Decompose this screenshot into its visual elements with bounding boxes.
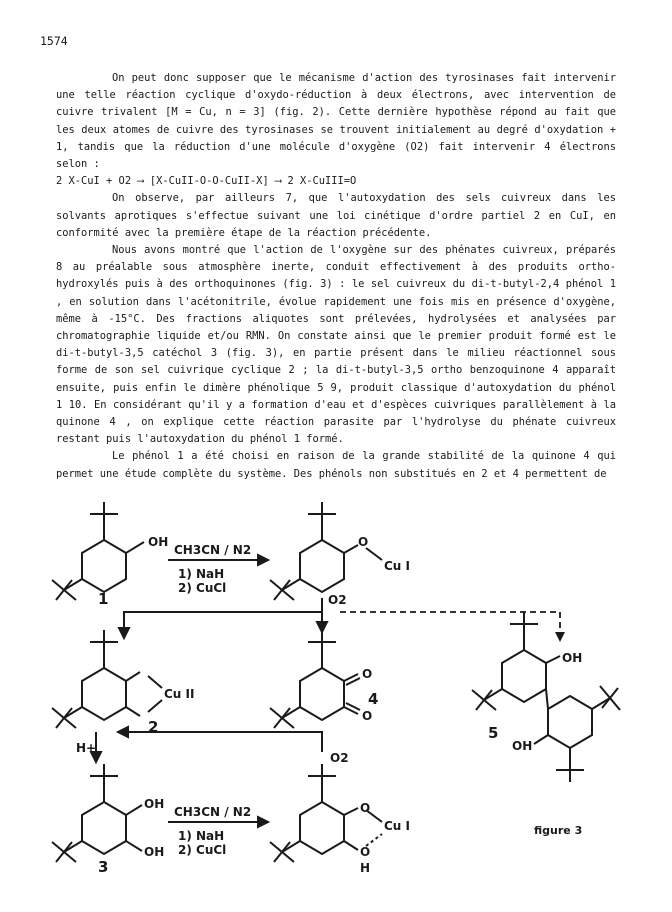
structure-phenoxy-copper [270,502,382,600]
figure-caption: figure 3 [534,824,583,837]
compound-number-5: 5 [488,724,499,742]
label-oh-5b: OH [512,739,533,753]
structure-compound-4 [270,630,360,728]
figure-3-scheme [0,500,672,912]
page-number: 1574 [40,34,68,48]
step1-bottom: 1) NaH [178,829,225,843]
label-o-final-b: O [360,845,371,859]
body-text [56,70,616,483]
compound-number-4: 4 [368,690,379,708]
label-o2-return: O2 [330,751,349,765]
label-oh-3b: OH [144,845,165,859]
label-oh-5a: OH [562,651,583,665]
label-o-final-a: O [360,801,371,815]
compound-number-3: 3 [98,858,109,876]
label-h-plus: H+ [76,741,97,755]
label-oh-1: OH [148,535,169,549]
label-o-top: O [358,535,369,549]
reagent-top: CH3CN / N2 [174,543,252,557]
paragraph-4: Le phénol 1 a été choisi en raison de la grande stabilité de la quinone 4 qui permet une étude complète du système. Des phénols non substitués en 2 et 4 permettent de [56,450,616,480]
compound-number-2: 2 [148,718,159,736]
label-cu-ii: Cu II [164,687,195,701]
structure-compound-5 [472,612,620,782]
step2-bottom: 2) CuCl [178,843,227,857]
label-cu-i-top: Cu I [384,559,410,573]
structure-compound-1 [52,502,144,600]
equation: 2 X-CuI + O2 ⟶ [X-CuII-O-O-CuII-X] ⟶ 2 X-CuIII=O [56,175,357,188]
label-o2-main: O2 [328,593,347,607]
label-o-quinone-b: O [362,709,373,723]
step2-top: 2) CuCl [178,581,227,595]
reagent-bottom: CH3CN / N2 [174,805,252,819]
label-oh-3a: OH [144,797,165,811]
structure-compound-2 [52,630,162,728]
structure-compound-3 [52,764,142,862]
paragraph-1: On peut donc supposer que le mécanisme d'action des tyrosinases fait intervenir une telle réaction cyclique d'oxydo-réduction à deux électrons, avec intervention de cuivre trivalent [M = Cu, n = 3] (fig. 2). Cette dernière hypothèse répond au fait que les deux atomes de cuivre des tyrosinases se trouvent initialement au degré d'oxydation + 1, tandis que la réduction d'une molécule d'oxygène (O2) fait intervenir 4 électrons selon : [56,72,616,171]
label-o-quinone-a: O [362,667,373,681]
step1-top: 1) NaH [178,567,225,581]
paragraph-2: On observe, par ailleurs 7, que l'autoxydation des sels cuivreux dans les solvants aprotiques s'effectue suivant une loi cinétique d'ordre partiel 2 en CuI, en conformité avec la première étape de la réaction précédente. [56,192,616,239]
compound-number-1: 1 [98,590,109,608]
paragraph-3: Nous avons montré que l'action de l'oxygène sur des phénates cuivreux, préparés 8 au préalable sous atmosphère inerte, conduit effectivement à des produits ortho-hydroxylés puis à des orthoquinones (fig. 3) : le sel cuivreux du di-t-butyl-2,4 phénol 1 , en solution dans l'acétonitrile, évolue rapidement une fois mis en présence d'oxygène, même à -15°C. Des fractions aliquotes sont prélevées, hydrolysées et analysées par chromatographie liquide et/ou RMN. On constate ainsi que le premier produit formé est le di-t-butyl-3,5 catéchol 3 (fig. 3), en partie présent dans le milieu réactionnel sous forme de son sel cuivrique cyclique 2 ; la di-t-butyl-3,5 ortho benzoquinone 4 apparaît ensuite, puis enfin le dimère phénolique 5 9, produit classique d'autoxydation du phénol 1 10. En considérant qu'il y a formation d'eau et d'espèces cuivriques parallèlement à la quinone 4 , on explique cette réaction parasite par l'hydrolyse du phénate cuivreux restant puis l'autoxydation du phénol 1 formé. [56,244,616,446]
label-h-final: H [360,861,371,875]
label-cu-i-bottom: Cu I [384,819,410,833]
